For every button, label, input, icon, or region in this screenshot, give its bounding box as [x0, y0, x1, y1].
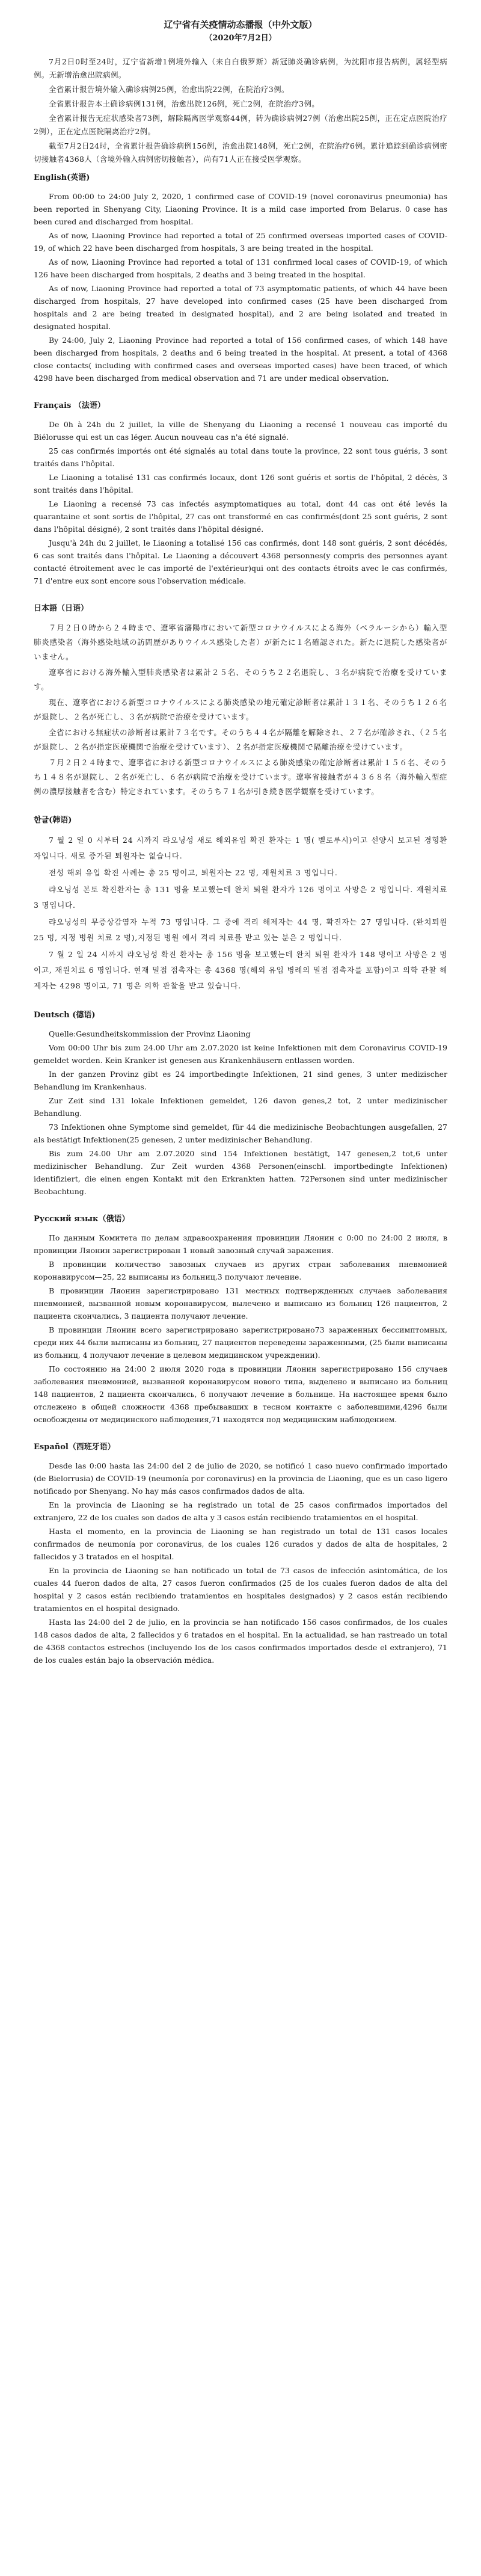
- paragraph: ７月２日０時から２４時まで、遼寧省瀋陽市において新型コロナウイルスによる海外（ベラルーシから）輸入型肺炎感染者（海外感染地域の訪問歴がありウイルス感染した者）が新たに１名確認された。新たに退院した感染者がいません。: [34, 623, 447, 661]
- paragraph: From 00:00 to 24:00 July 2, 2020, 1 confirmed case of COVID-19 (novel coronavirus pneumonia) has been reported in Shenyang City, Liaoning Province. It is a mild case imported from Belarus. 0 case has been cured and discharged from hospital.: [34, 192, 447, 226]
- section-heading: 한글(韩语): [34, 816, 72, 825]
- paragraph: ７月２日２４時まで、遼寧省における新型コロナウイルスによる肺炎感染の確定診断者は累計１５６名、そのうち１４８名が退院し、２名が死亡し、６名が病院で治療を受けています。遼寧省接触者が４３６８名（海外輸入型症例の濃厚接触者を含む）特定されています。そのうち７１名が引き続き医学観察を受けています。: [34, 758, 447, 796]
- paragraph: In der ganzen Provinz gibt es 24 importbedingte Infektionen, 21 sind genes, 3 unter medizischer Behandlung im Krankenhaus.: [34, 1070, 447, 1091]
- paragraph: Bis zum 24.00 Uhr am 2.07.2020 sind 154 Infektionen bestätigt, 147 genesen,2 tot,6 unter medizinischer Behandlung. Zur Zeit wurden 4368 Personen(einschl. importbedingte Infektionen) identifiziert, die einen engen Kontakt mit den Erkrankten hatten. 72Personen sind unter medizinischer Beobachtung.: [34, 1149, 447, 1196]
- paragraph: Vom 00:00 Uhr bis zum 24.00 Uhr am 2.07.2020 ist keine Infektionen mit dem Coronavirus COVID-19 gemeldet worden. Kein Kranker ist genesen aus Krankenhäusern entlassen worden.: [34, 1043, 447, 1065]
- section-korean: [34, 815, 447, 994]
- paragraph: Le Liaoning a totalisé 131 cas confirmés locaux, dont 126 sont guéris et sortis de l'hôpital, 2 décès, 3 sont traités dans l'hôpital.: [34, 473, 447, 495]
- paragraph: Le Liaoning a recensé 73 cas infectés asymptomatiques au total, dont 44 cas ont été levés la quarantaine et sont sortis de l'hôpital, 27 cas ont transformé en cas confirmés(dont 25 sont guéris, 2 sont dans l'hôpital désigné), 2 sont traités dans l'hôpital désigné.: [34, 499, 447, 534]
- paragraph: 全省累计报告本土确诊病例131例，治愈出院126例，死亡2例，在院治疗3例。: [49, 99, 320, 108]
- section-heading: Русский язык（俄语）: [34, 1215, 130, 1224]
- paragraph: По состоянию на 24:00 2 июля 2020 года в провинции Ляонин зарегистрировано 156 случаев заболевания пневмонией, вызванной коронавирусом нового типа, выделено и выписано из больниц 148 пациентов, 2 пациента скончались, 6 получают лечение в больнице. На настоящее время было отслежено в общей сложности 4368 пребывавших в тесном контакте с заболевшими,4296 были освобождены от медицинского наблюдения,71 находятся под медицинским наблюдением.: [34, 1364, 447, 1424]
- section-heading: Français （法语）: [34, 401, 105, 410]
- paragraph: 랴오닝성의 무증상감염자 누적 73 명입니다. 그 중에 격리 해제자는 44 명, 확진자는 27 명입니다. (완치퇴원 25 명, 지정 병원 치료 2 명),지정된 병원 에서 격리 치료를 받고 있는 분은 2 명입니다.: [34, 917, 447, 942]
- paragraph: Zur Zeit sind 131 lokale Infektionen gemeldet, 126 davon genes,2 tot, 2 unter medizinischer Behandlung.: [34, 1096, 447, 1118]
- paragraph: As of now, Liaoning Province had reported a total of 25 confirmed overseas imported cases of COVID-19, of which 22 have been discharged from hospitals, 3 are being treated in the hospital.: [34, 231, 447, 253]
- paragraph: 遼寧省における海外輸入型肺炎感染者は累計２５名、そのうち２２名退院し、３名が病院で治療を受けています。: [34, 668, 447, 691]
- section-japanese: [34, 603, 447, 799]
- document-title: 辽宁省有关疫情动态播报（中外文版）: [164, 19, 317, 30]
- document-date: （2020年7月2日）: [204, 34, 277, 43]
- paragraph: De 0h à 24h du 2 juillet, la ville de Shenyang du Liaoning a recensé 1 nouveau cas importé du Biélorusse qui est un cas léger. Aucun nouveau cas n'a été signalé.: [34, 420, 447, 442]
- paragraph: В провинции Ляонин зарегистрировано 131 местных подтвержденных случаев заболевания пневмонией, вызванной новым коронавирусом, вылечено и выписано из больниц 126 пациентов, 2 пациента скончались, 3 пациента получают лечение.: [34, 1286, 447, 1320]
- paragraph: 全省累计报告无症状感染者73例，解除隔离医学观察44例，转为确诊病例27例（治愈出院25例，正在定点医院治疗2例），正在定点医院隔离治疗2例。: [34, 114, 447, 136]
- section-german: [34, 1009, 447, 1198]
- paragraph: En la provincia de Liaoning se ha registrado un total de 25 casos confirmados importados del extranjero, 22 de los cuales son dados de alta y 3 casos están recibiendo tratamientos en el hospital.: [34, 1500, 447, 1522]
- paragraph: 全省累计报告境外输入确诊病例25例，治愈出院22例，在院治疗3例。: [49, 85, 289, 94]
- section-heading: Deutsch (德语): [34, 1011, 96, 1020]
- paragraph: En la provincia de Liaoning se han notificado un total de 73 casos de infección asintomática, de los cuales 44 fueron dados de alta, 27 casos fueron confirmados (25 de los cuales fueron dados de alta del hospital y 2 casos están recibiendo tratamientos en hospitales designados) y 2 casos están recibiendo tratamientos en el hospital designado.: [34, 1566, 447, 1613]
- paragraph: Jusqu'à 24h du 2 juillet, le Liaoning a totalisé 156 cas confirmés, dont 148 sont guéris, 2 sont décédés, 6 cas sont traités dans l'hôpital. Le Liaoning a découvert 4368 personnes(y compris des personnes ayant contacté étroitement avec le cas importé de l'extérieur)qui ont des contacts étroits avec le cas confirmés, 71 d'entre eux sont encore sous l'observation médicale.: [34, 538, 447, 585]
- section-chinese: [34, 55, 447, 166]
- paragraph: В провинции количество завозных случаев из других стран заболевания пневмонией коронавирусом—25, 22 выписаны из больниц,3 получают лечение.: [34, 1260, 447, 1281]
- paragraph: По данным Комитета по делам здравоохранения провинции Ляонин с 0:00 по 24:00 2 июля, в провинции Ляонин зарегистрирован 1 новый завозный случай заражения.: [34, 1233, 447, 1255]
- paragraph: As of now, Liaoning Province had reported a total of 131 confirmed local cases of COVID-19, of which 126 have been discharged from hospitals, 2 deaths and 3 being treated in the hospital.: [34, 257, 447, 279]
- paragraph: As of now, Liaoning Province had reported a total of 73 asymptomatic patients, of which 44 have been discharged from hospitals, 27 have developed into confirmed cases (25 have been discharged from hospitals and 2 are being treated in designated hospital), and 2 are being isolated and treated in designated hospital.: [34, 284, 447, 331]
- paragraph: By 24:00, July 2, Liaoning Province had reported a total of 156 confirmed cases, of which 148 have been discharged from hospitals, 2 deaths and 6 being treated in the hospital. At present, a total of 4368 close contacts( including with confirmed cases and overseas imported cases) have been traced, of which 4298 have been discharged from medical observation and 71 are under medical observation.: [34, 336, 447, 383]
- paragraph: 랴오닝성 본토 확진환자는 총 131 명을 보고했는데 완치 퇴원 환자가 126 명이고 사망은 2 명입니다. 재원치료 3 명입니다.: [34, 885, 447, 910]
- paragraph: Hasta las 24:00 del 2 de julio, en la provincia se han notificado 156 casos confirmados, de los cuales 148 casos dados de alta, 2 fallecidos y 6 tratados en el hospital. En la actualidad, se han rastreado un total de 4368 contactos estrechos (incluyendo los de los casos confirmados importados desde el extranjero), 71 de los cuales están bajo la observación médica.: [34, 1618, 447, 1665]
- section-french: [34, 400, 447, 587]
- section-heading: Español（西班牙语）: [34, 1443, 115, 1452]
- paragraph: 전성 해외 유입 확진 사례는 총 25 명이고, 퇴원자는 22 명, 재원치료 3 명입니다.: [49, 868, 338, 877]
- section-heading: English(英语): [34, 173, 90, 182]
- sections-container: [34, 55, 447, 1666]
- paragraph: Quelle:Gesundheitskommission der Provinz Liaoning: [49, 1029, 251, 1038]
- paragraph: Desde las 0:00 hasta las 24:00 del 2 de julio de 2020, se notificó 1 caso nuevo confirmado importado (de Bielorrusia) de COVID-19 (neumonía por coronavirus) en la provincia de Liaoning, que es un caso ligero notificado por Shenyang. No hay más casos confirmados dados de alta.: [34, 1461, 447, 1496]
- section-russian: [34, 1213, 447, 1426]
- paragraph: 25 cas confirmés importés ont été signalés au total dans toute la province, 22 sont tous guéris, 3 sont traités dans l'hôpital.: [34, 446, 447, 468]
- paragraph: 73 Infektionen ohne Symptome sind gemeldet, für 44 die medizinische Beobachtungen ausgefallen, 27 als bestätigt Infektionen(25 genesen, 2 unter medizinischer Behandlung.: [34, 1123, 447, 1144]
- paragraph: В провинции Ляонин всего зарегистрировано зарегистрировано73 зараженных бессимптомных, среди них 44 были выписаны из больниц, 27 пациентов переведены зараженными, (25 были выписаны из больниц, 4 получают лечение в целевом медицинском учреждении).: [34, 1325, 447, 1360]
- section-heading: 日本語（日语）: [34, 604, 89, 613]
- paragraph: 7 월 2 일 24 시까지 랴오닝성 확진 환자는 총 156 명을 보고했는데 완치 퇴원 환자가 148 명이고 사망은 2 명이고, 재원치료 6 명입니다. 현재 밀접 접촉자는 총 4368 명(해외 유입 병례의 밀접 접촉자를 포함)이고 의학 관찰 해제자는 4298 명이고, 71 명은 의학 관찰을 받고 있습니다.: [34, 950, 447, 990]
- paragraph: 全省における無症状の診断者は累計７３名です。そのうち４４名が隔離を解除され、２７名が確診され、（２５名が退院し、２名が指定医療機関で治療を受けています）、２名が指定医療機関で隔離治療を受けています。: [34, 728, 447, 751]
- paragraph: 7 월 2 일 0 시부터 24 시까지 랴오닝성 새로 해외유입 확진 환자는 1 명( 벨로루시)이고 선양시 보고된 경형환자입니다. 새로 증가된 퇴원자는 없습니다.: [34, 836, 447, 860]
- paragraph: Hasta el momento, en la provincia de Liaoning se han registrado un total de 131 casos locales confirmados de neumonía por coronavirus, de los cuales 126 curados y dados de alta de hospitales, 2 fallecidos y 3 tratados en el hospital.: [34, 1527, 447, 1561]
- paragraph: 截至7月2日24时，全省累计报告确诊病例156例，治愈出院148例，死亡2例，在院治疗6例。累计追踪到确诊病例密切接触者4368人（含境外输入病例密切接触者），尚有71人正在接受医学观察。: [34, 141, 447, 164]
- paragraph: 7月2日0时至24时，辽宁省新增1例境外输入（来自白俄罗斯）新冠肺炎确诊病例，为沈阳市报告病例，属轻型病例。无新增治愈出院病例。: [34, 57, 447, 79]
- section-spanish: [34, 1441, 447, 1666]
- paragraph: 現在、遼寧省における新型コロナウイルスによる肺炎感染の地元確定診断者は累計１３１名、そのうち１２６名が退院し、２名が死亡し、３名が病院で治療を受けています。: [34, 698, 447, 721]
- section-english: [34, 172, 447, 384]
